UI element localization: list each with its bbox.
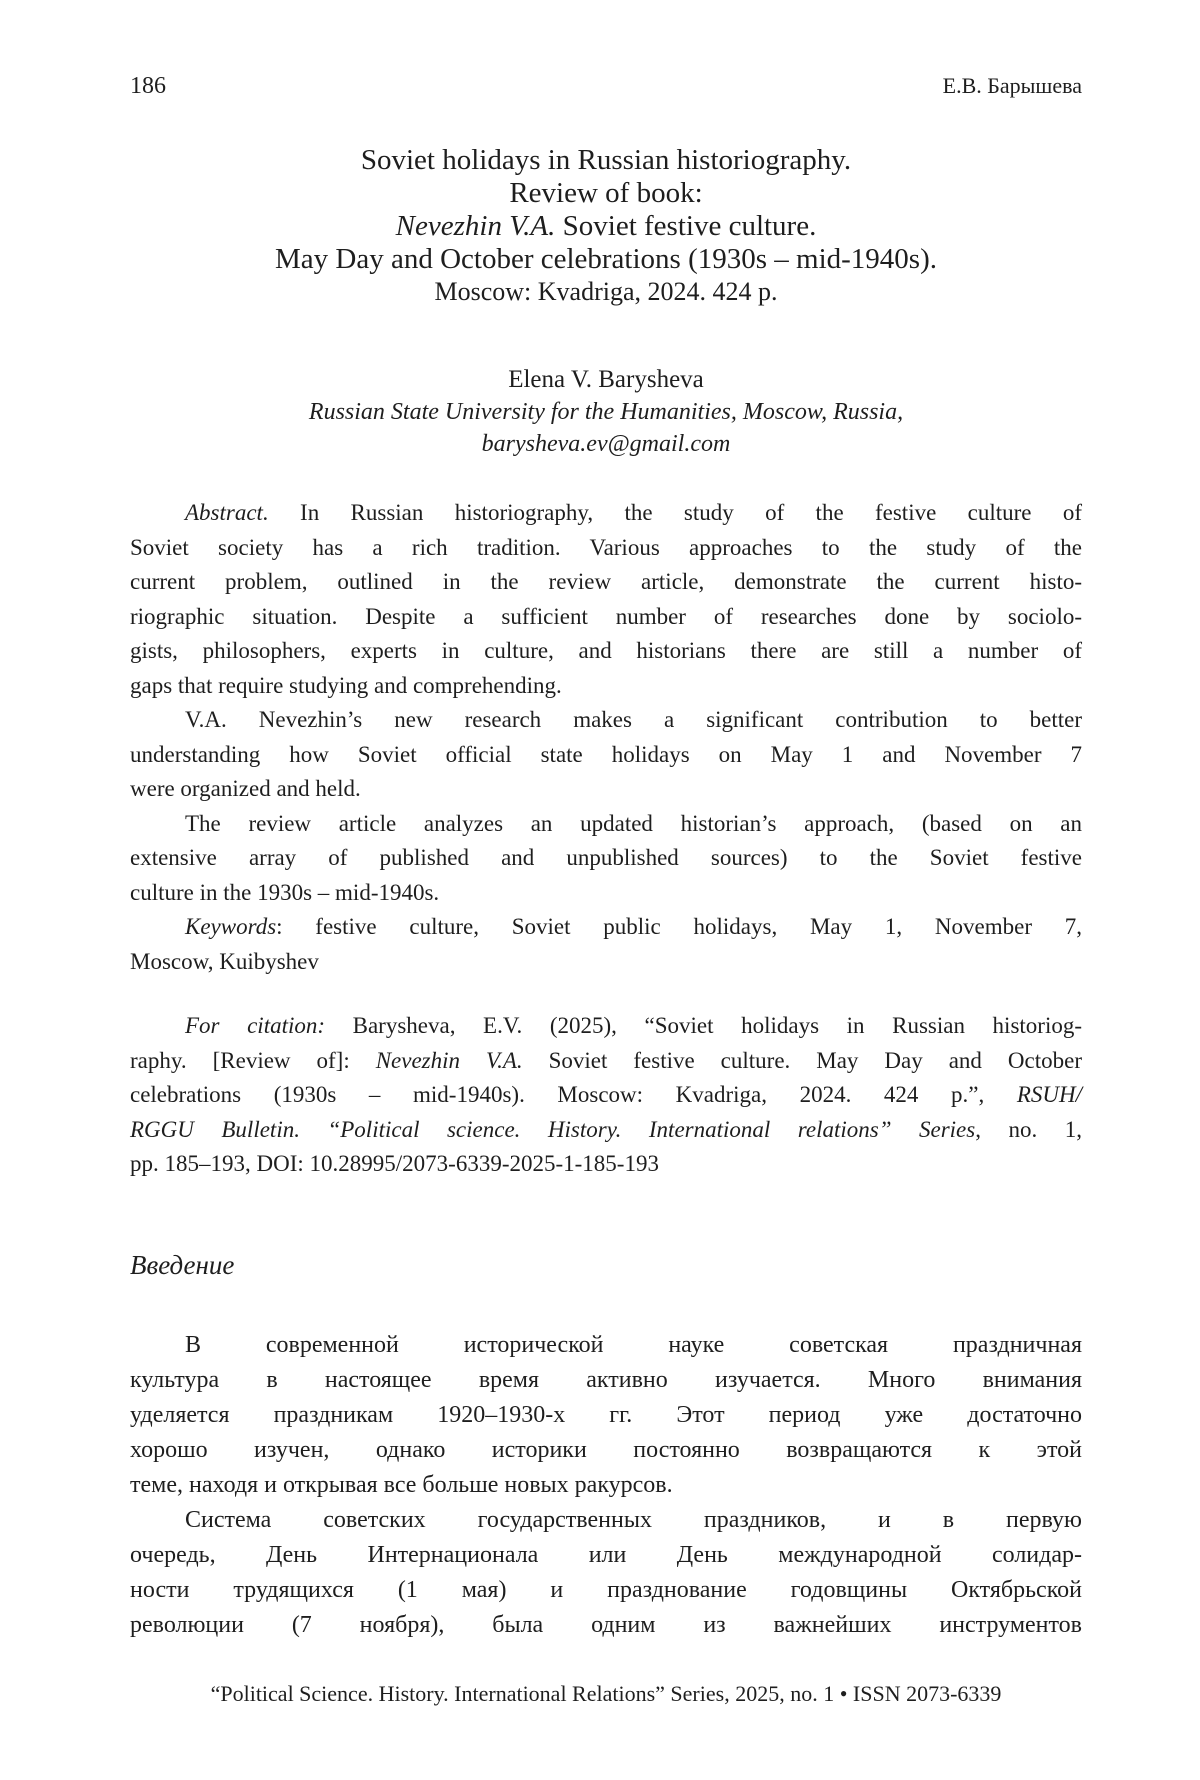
- text-line: raphy. [Review of]: Nevezhin V.A. Soviet festive culture. May Day and October: [130, 1047, 1082, 1073]
- abstract-paragraph: [130, 703, 1082, 807]
- text-line: For citation: Barysheva, E.V. (2025), “Soviet holidays in Russian historiog-: [185, 1013, 1082, 1038]
- text-line: хорошо изучен, однако историки постоянно возвращаются к этой: [130, 1436, 1082, 1463]
- abstract-paragraph: [130, 807, 1082, 911]
- text-line: were organized and held.: [130, 776, 361, 801]
- text-line: В современной исторической науке советская праздничная: [185, 1331, 1082, 1358]
- keywords-paragraph: [130, 910, 1082, 979]
- article-body: [130, 1328, 1082, 1643]
- article-title: [130, 144, 1082, 308]
- running-head-author: Е.В. Барышева: [942, 73, 1082, 98]
- author-email: barysheva.ev@gmail.com: [481, 431, 731, 457]
- running-head: [130, 72, 1082, 100]
- author-block: [130, 364, 1082, 460]
- text-line: Keywords: festive culture, Soviet public holidays, May 1, November 7,: [185, 914, 1082, 939]
- text-line: gaps that require studying and comprehending.: [130, 672, 562, 698]
- text-line: celebrations (1930s – mid-1940s). Moscow: Kvadriga, 2024. 424 p.”, RSUH/: [130, 1082, 1082, 1107]
- title-line: Soviet holidays in Russian historiography.: [360, 144, 852, 176]
- text-line: V.A. Nevezhin’s new research makes a significant contribution to better: [185, 707, 1082, 732]
- title-imprint-line: Moscow: Kvadriga, 2024. 424 p.: [434, 277, 778, 306]
- title-line: May Day and October celebrations (1930s – mid-1940s).: [274, 243, 937, 275]
- abstract-section: [130, 496, 1082, 979]
- text-line: Moscow, Kuibyshev: [130, 948, 319, 974]
- text-line: pp. 185–193, DOI: 10.28995/2073-6339-2025-1-185-193: [130, 1151, 659, 1176]
- body-paragraph: [130, 1503, 1082, 1643]
- citation-section: [130, 1009, 1082, 1182]
- text-line: теме, находя и открывая все больше новых ракурсов.: [130, 1471, 673, 1498]
- body-paragraph: [130, 1328, 1082, 1503]
- citation-paragraph: [130, 1009, 1082, 1182]
- text-line: революции (7 ноября), была одним из важнейших инструментов: [130, 1611, 1082, 1638]
- author-affiliation: Russian State University for the Humanities, Moscow, Russia,: [308, 399, 904, 425]
- text-line: The review article analyzes an updated historian’s approach, (based on an: [185, 810, 1082, 836]
- abstract-paragraph: [130, 496, 1082, 703]
- journal-footer: [130, 1679, 1082, 1709]
- text-line: extensive array of published and unpublished sources) to the Soviet festive: [130, 845, 1082, 870]
- text-line: RGGU Bulletin. “Political science. History. International relations” Series, no. 1,: [130, 1116, 1083, 1142]
- text-line: очередь, День Интернационала или День международной солидар-: [130, 1541, 1082, 1568]
- page-number: 186: [130, 73, 166, 99]
- title-line: Review of book:: [509, 177, 703, 209]
- text-line: культура в настоящее время активно изучается. Много внимания: [130, 1366, 1082, 1393]
- text-line: understanding how Soviet official state holidays on May 1 and November 7: [130, 741, 1082, 767]
- text-line: Система советских государственных праздников, и в первую: [185, 1506, 1082, 1533]
- author-name: Elena V. Barysheva: [508, 366, 704, 393]
- text-line: уделяется праздникам 1920–1930-х гг. Этот период уже достаточно: [130, 1401, 1082, 1428]
- text-line: ности трудящихся (1 мая) и празднование годовщины Октябрьской: [130, 1576, 1082, 1603]
- text-line: riographic situation. Despite a sufficient number of researches done by sociolo-: [130, 603, 1082, 629]
- text-line: culture in the 1930s – mid-1940s.: [130, 879, 440, 905]
- text-line: current problem, outlined in the review article, demonstrate the current histo-: [130, 569, 1082, 594]
- title-line: Nevezhin V.A. Soviet festive culture.: [395, 210, 817, 242]
- section-heading-introduction: Введение: [130, 1249, 235, 1280]
- text-line: Abstract. In Russian historiography, the study of the festive culture of: [185, 500, 1082, 525]
- text-line: Soviet society has a rich tradition. Various approaches to the study of the: [130, 534, 1082, 560]
- text-line: gists, philosophers, experts in culture, and historians there are still a number of: [130, 638, 1082, 663]
- journal-footer-text: “Political Science. History. International Relations” Series, 2025, no. 1 • ISSN 2073-6339: [210, 1680, 1002, 1706]
